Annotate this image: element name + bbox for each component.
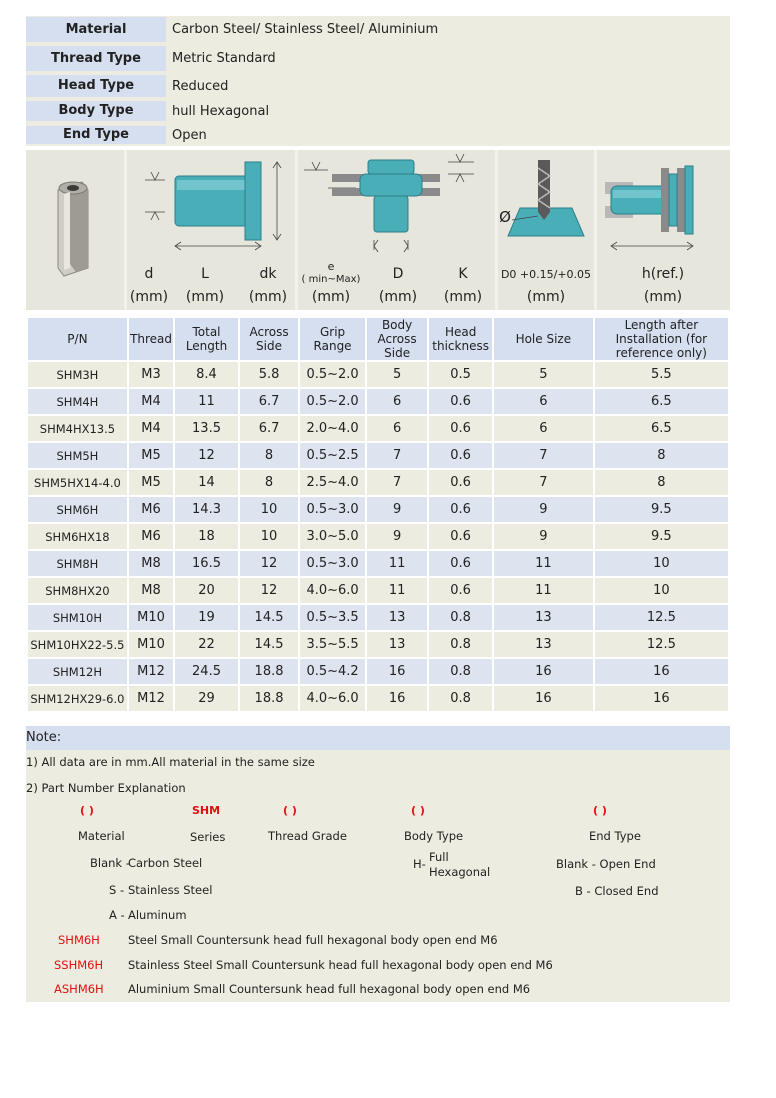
spec-value: Carbon Steel/ Stainless Steel/ Aluminium <box>172 22 439 37</box>
dk-unit: (mm) <box>248 289 288 305</box>
spec-value: Metric Standard <box>172 51 276 66</box>
side-view-cell <box>127 150 295 310</box>
cell-grip-range: 0.5~2.0 <box>300 362 365 387</box>
cell-across-side: 12 <box>240 551 299 576</box>
installed-length-cell <box>597 150 730 310</box>
material-blank-code: Blank - <box>90 856 130 870</box>
example-desc: Steel Small Countersunk head full hexagonal body open end M6 <box>128 933 498 947</box>
cell-thread: M12 <box>129 686 173 711</box>
cell-installed-length: 9.5 <box>595 497 728 522</box>
table-row <box>28 578 728 603</box>
cell-total-length: 19 <box>175 605 238 630</box>
cell-grip-range: 0.5~4.2 <box>300 659 365 684</box>
cell-pn: SHM10HX22-5.5 <box>28 632 127 657</box>
drill-drawing <box>498 150 594 310</box>
col-header-across-side: Across Side <box>240 318 299 360</box>
h-unit: (mm) <box>643 289 683 305</box>
cell-body-across-side: 7 <box>367 443 428 468</box>
L-label: L <box>201 266 209 282</box>
cell-head-thickness: 0.6 <box>429 524 492 549</box>
cell-body-across-side: 16 <box>367 659 428 684</box>
installed-view-drawing <box>298 150 495 310</box>
cell-thread: M10 <box>129 632 173 657</box>
diameter-symbol: Ø <box>499 208 511 226</box>
cell-hole-size: 7 <box>494 470 593 495</box>
K-unit: (mm) <box>443 289 483 305</box>
cell-body-across-side: 13 <box>367 605 428 630</box>
cell-installed-length: 10 <box>595 551 728 576</box>
cell-installed-length: 8 <box>595 443 728 468</box>
cell-total-length: 22 <box>175 632 238 657</box>
cell-thread: M6 <box>129 497 173 522</box>
cell-head-thickness: 0.8 <box>429 605 492 630</box>
cell-hole-size: 16 <box>494 659 593 684</box>
cell-across-side: 6.7 <box>240 416 299 441</box>
D-unit: (mm) <box>378 289 418 305</box>
example-desc: Stainless Steel Small Countersunk head full hexagonal body open end M6 <box>128 958 553 972</box>
cell-head-thickness: 0.8 <box>429 686 492 711</box>
spec-table <box>26 16 730 146</box>
cell-pn: SHM8H <box>28 551 127 576</box>
cell-installed-length: 9.5 <box>595 524 728 549</box>
body-h-line2: Hexagonal <box>429 865 491 879</box>
table-row <box>28 497 728 522</box>
thread-slot: ( ) <box>283 804 297 817</box>
cell-thread: M8 <box>129 551 173 576</box>
cell-hole-size: 16 <box>494 686 593 711</box>
cell-grip-range: 0.5~3.5 <box>300 605 365 630</box>
cell-grip-range: 2.0~4.0 <box>300 416 365 441</box>
end-b: B - Closed End <box>575 884 659 898</box>
cell-body-across-side: 9 <box>367 497 428 522</box>
table-row <box>28 632 728 657</box>
table-row <box>28 659 728 684</box>
notes-section <box>26 726 730 1002</box>
spec-row-material <box>26 16 730 43</box>
cell-body-across-side: 6 <box>367 389 428 414</box>
cell-thread: M4 <box>129 389 173 414</box>
spec-row-end-type <box>26 124 730 146</box>
material-a-code: A - <box>109 908 125 922</box>
e-unit: (mm) <box>311 289 351 305</box>
col-body-type: Body Type <box>404 829 464 843</box>
cell-head-thickness: 0.8 <box>429 659 492 684</box>
cell-installed-length: 8 <box>595 470 728 495</box>
spec-label: Body Type <box>26 101 166 121</box>
e-range: ( min~Max) <box>301 274 361 285</box>
cell-total-length: 11 <box>175 389 238 414</box>
hole-size-cell <box>498 150 594 310</box>
col-header-head-thickness: Head thickness <box>429 318 492 360</box>
table-row <box>28 551 728 576</box>
cell-head-thickness: 0.6 <box>429 497 492 522</box>
cell-hole-size: 9 <box>494 524 593 549</box>
rivet-nut-image <box>26 150 124 310</box>
cell-grip-range: 3.0~5.0 <box>300 524 365 549</box>
cell-hole-size: 11 <box>494 551 593 576</box>
cell-hole-size: 7 <box>494 443 593 468</box>
spec-label: Head Type <box>26 75 166 97</box>
cell-grip-range: 3.5~5.5 <box>300 632 365 657</box>
cell-total-length: 29 <box>175 686 238 711</box>
cell-total-length: 16.5 <box>175 551 238 576</box>
cell-head-thickness: 0.6 <box>429 443 492 468</box>
body-h-line1: Full <box>429 850 449 864</box>
cell-pn: SHM5HX14-4.0 <box>28 470 127 495</box>
cell-grip-range: 2.5~4.0 <box>300 470 365 495</box>
end-blank: Blank - Open End <box>556 857 656 871</box>
cell-hole-size: 6 <box>494 389 593 414</box>
cell-head-thickness: 0.8 <box>429 632 492 657</box>
cell-installed-length: 12.5 <box>595 632 728 657</box>
cell-grip-range: 0.5~3.0 <box>300 497 365 522</box>
cell-pn: SHM6H <box>28 497 127 522</box>
material-blank: Carbon Steel <box>128 856 203 870</box>
spec-value: Reduced <box>172 78 229 94</box>
cell-across-side: 10 <box>240 497 299 522</box>
cell-hole-size: 11 <box>494 578 593 603</box>
col-header-thread: Thread <box>129 318 173 360</box>
cell-across-side: 8 <box>240 470 299 495</box>
cell-installed-length: 10 <box>595 578 728 603</box>
cell-total-length: 14.3 <box>175 497 238 522</box>
cell-across-side: 8 <box>240 443 299 468</box>
end-slot: ( ) <box>593 804 607 817</box>
product-photo <box>26 150 124 310</box>
example-code: SSHM6H <box>54 958 104 972</box>
cell-installed-length: 5.5 <box>595 362 728 387</box>
material-slot: ( ) <box>80 804 94 817</box>
cell-grip-range: 4.0~6.0 <box>300 686 365 711</box>
note-line-1: 1) All data are in mm.All material in the same size <box>26 755 315 769</box>
cell-installed-length: 12.5 <box>595 605 728 630</box>
col-thread-grade: Thread Grade <box>268 829 347 843</box>
cell-across-side: 6.7 <box>240 389 299 414</box>
example-code: SHM6H <box>58 933 100 947</box>
cell-pn: SHM4HX13.5 <box>28 416 127 441</box>
cell-total-length: 8.4 <box>175 362 238 387</box>
cell-pn: SHM8HX20 <box>28 578 127 603</box>
cell-installed-length: 6.5 <box>595 389 728 414</box>
body-h-code: H- <box>413 857 426 871</box>
cell-total-length: 20 <box>175 578 238 603</box>
D-label: D <box>392 266 404 282</box>
spec-row-head-type <box>26 74 730 98</box>
cell-across-side: 18.8 <box>240 659 299 684</box>
cell-pn: SHM4H <box>28 389 127 414</box>
spec-row-thread-type <box>26 45 730 72</box>
cell-thread: M3 <box>129 362 173 387</box>
cell-grip-range: 0.5~2.0 <box>300 389 365 414</box>
cell-thread: M5 <box>129 443 173 468</box>
cell-body-across-side: 6 <box>367 416 428 441</box>
table-row <box>28 443 728 468</box>
material-a: Aluminum <box>128 908 187 922</box>
cell-total-length: 12 <box>175 443 238 468</box>
col-header-grip-range: Grip Range <box>300 318 365 360</box>
example-code: ASHM6H <box>54 982 104 996</box>
body-slot: ( ) <box>411 804 425 817</box>
d-label: d <box>144 266 154 282</box>
cell-head-thickness: 0.6 <box>429 578 492 603</box>
cell-head-thickness: 0.6 <box>429 416 492 441</box>
cell-across-side: 10 <box>240 524 299 549</box>
cell-total-length: 18 <box>175 524 238 549</box>
table-row <box>28 389 728 414</box>
col-material: Material <box>78 829 125 843</box>
notes-title: Note: <box>26 726 730 750</box>
e-label: e <box>327 260 335 273</box>
col-header-body-across-side: Body Across Side <box>367 318 428 360</box>
cell-body-across-side: 7 <box>367 470 428 495</box>
cell-pn: SHM6HX18 <box>28 524 127 549</box>
dimension-table <box>26 316 730 713</box>
cell-body-across-side: 13 <box>367 632 428 657</box>
col-header-hole-size: Hole Size <box>494 318 593 360</box>
installed-view-cell <box>298 150 495 310</box>
cell-thread: M4 <box>129 416 173 441</box>
cell-body-across-side: 16 <box>367 686 428 711</box>
spec-label: Thread Type <box>26 46 166 71</box>
cell-body-across-side: 9 <box>367 524 428 549</box>
K-label: K <box>458 266 468 282</box>
cell-thread: M10 <box>129 605 173 630</box>
cell-thread: M12 <box>129 659 173 684</box>
spec-row-body-type <box>26 100 730 122</box>
cell-head-thickness: 0.6 <box>429 389 492 414</box>
cell-grip-range: 0.5~2.5 <box>300 443 365 468</box>
spec-label: End Type <box>26 126 166 144</box>
hole-label: D0 +0.15/+0.05 <box>500 268 592 281</box>
col-end-type: End Type <box>589 829 641 843</box>
example-desc: Aluminium Small Countersunk head full hexagonal body open end M6 <box>128 982 531 996</box>
cell-body-across-side: 11 <box>367 578 428 603</box>
cell-grip-range: 4.0~6.0 <box>300 578 365 603</box>
spec-value: Open <box>172 127 207 143</box>
cell-total-length: 14 <box>175 470 238 495</box>
cell-head-thickness: 0.5 <box>429 362 492 387</box>
cell-pn: SHM12H <box>28 659 127 684</box>
spec-label: Material <box>26 17 166 42</box>
cell-total-length: 24.5 <box>175 659 238 684</box>
cell-head-thickness: 0.6 <box>429 470 492 495</box>
cell-installed-length: 6.5 <box>595 416 728 441</box>
cell-across-side: 12 <box>240 578 299 603</box>
table-row <box>28 605 728 630</box>
cell-across-side: 5.8 <box>240 362 299 387</box>
cell-pn: SHM12HX29-6.0 <box>28 686 127 711</box>
cell-across-side: 14.5 <box>240 632 299 657</box>
cell-pn: SHM10H <box>28 605 127 630</box>
cell-across-side: 14.5 <box>240 605 299 630</box>
col-header-pn: P/N <box>28 318 127 360</box>
cell-hole-size: 9 <box>494 497 593 522</box>
table-row <box>28 416 728 441</box>
cell-thread: M8 <box>129 578 173 603</box>
table-row <box>28 362 728 387</box>
d-unit: (mm) <box>129 289 169 305</box>
spec-value: hull Hexagonal <box>172 103 270 119</box>
cell-hole-size: 6 <box>494 416 593 441</box>
cell-pn: SHM5H <box>28 443 127 468</box>
cell-total-length: 13.5 <box>175 416 238 441</box>
cell-across-side: 18.8 <box>240 686 299 711</box>
note-line-2: 2) Part Number Explanation <box>26 781 186 795</box>
cell-hole-size: 13 <box>494 605 593 630</box>
cell-hole-size: 5 <box>494 362 593 387</box>
hole-unit: (mm) <box>526 289 566 305</box>
cell-installed-length: 16 <box>595 686 728 711</box>
cell-thread: M6 <box>129 524 173 549</box>
cell-thread: M5 <box>129 470 173 495</box>
table-row <box>28 470 728 495</box>
table-row <box>28 524 728 549</box>
L-unit: (mm) <box>185 289 225 305</box>
cell-grip-range: 0.5~3.0 <box>300 551 365 576</box>
col-header-total-length: Total Length <box>175 318 238 360</box>
series-code: SHM <box>192 804 221 817</box>
dk-label: dk <box>259 266 277 282</box>
material-s-code: S - <box>109 883 125 897</box>
col-header-installed-length: Length after Installation (for reference only) <box>595 318 728 360</box>
cell-body-across-side: 11 <box>367 551 428 576</box>
h-label: h(ref.) <box>641 266 685 282</box>
cell-hole-size: 13 <box>494 632 593 657</box>
material-s: Stainless Steel <box>128 883 213 897</box>
side-view-drawing <box>127 150 295 310</box>
col-series: Series <box>190 830 226 844</box>
installed-length-drawing <box>597 150 730 310</box>
table-row <box>28 686 728 711</box>
cell-installed-length: 16 <box>595 659 728 684</box>
dimension-diagram <box>26 150 730 310</box>
cell-body-across-side: 5 <box>367 362 428 387</box>
table-header-row <box>28 318 728 360</box>
cell-head-thickness: 0.6 <box>429 551 492 576</box>
cell-pn: SHM3H <box>28 362 127 387</box>
